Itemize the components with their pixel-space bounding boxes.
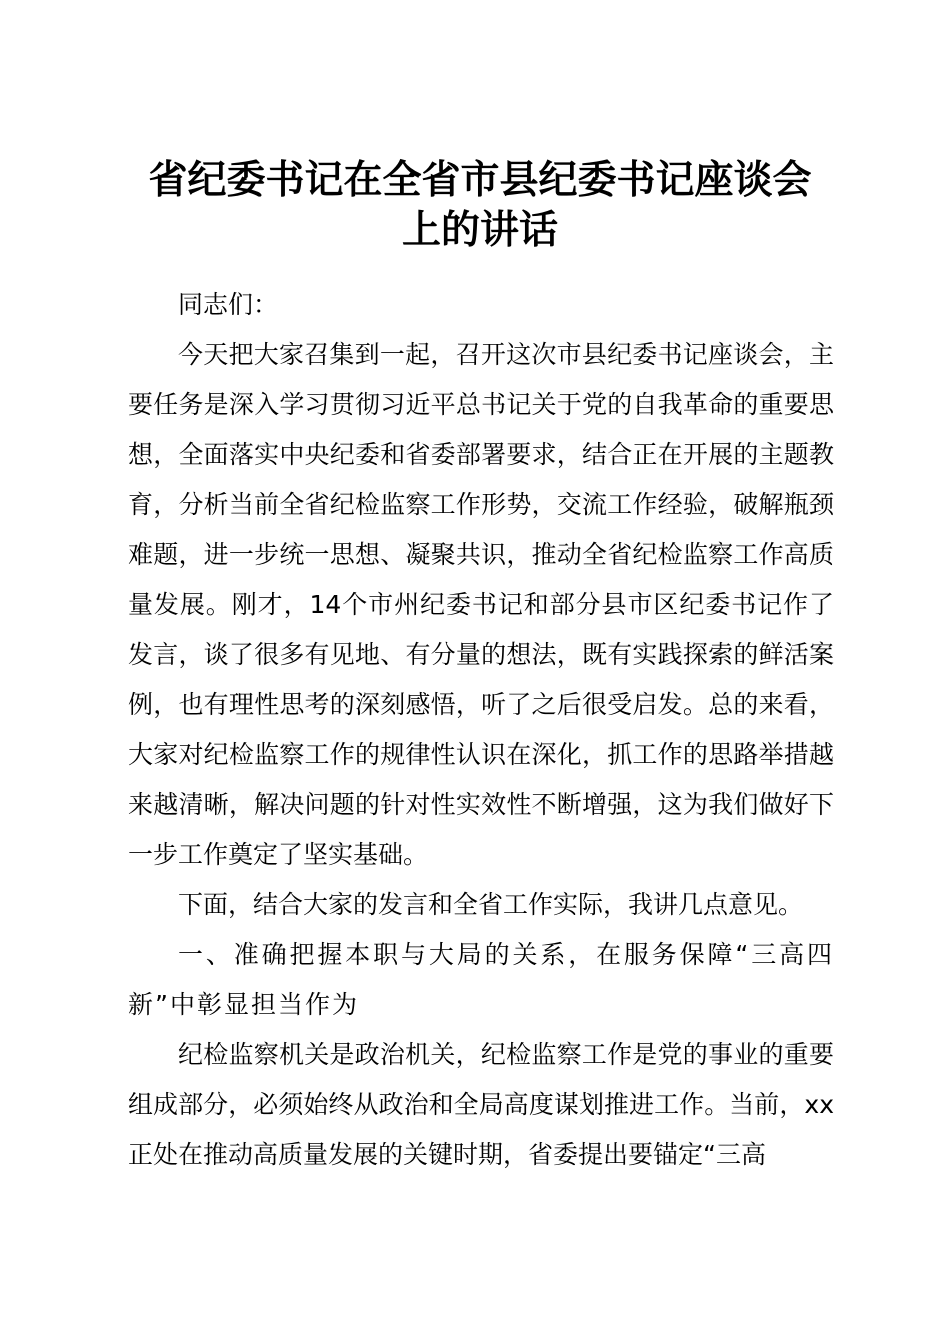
section-heading-1: 一、准确把握本职与大局的关系，在服务保障“三高四新”中彰显担当作为 xyxy=(128,940,834,1019)
title-line-1: 省纪委书记在全省市县纪委书记座谈会 xyxy=(148,158,812,203)
document-body xyxy=(128,280,834,1180)
salutation: 同志们： xyxy=(178,290,279,319)
transition-paragraph: 下面，结合大家的发言和全省工作实际，我讲几点意见。 xyxy=(178,890,804,919)
section-1-paragraph: 纪检监察机关是政治机关，纪检监察工作是党的事业的重要组成部分，必须始终从政治和全局高度谋划推进工作。当前，xx正处在推动高质量发展的关键时期，省委提出要锚定“三高 xyxy=(128,1040,834,1169)
title-line-2: 上的讲话 xyxy=(401,208,558,253)
document-title xyxy=(120,156,840,256)
opening-paragraph: 今天把大家召集到一起，召开这次市县纪委书记座谈会，主要任务是深入学习贯彻习近平总书记关于党的自我革命的重要思想，全面落实中央纪委和省委部署要求，结合正在开展的主题教育，分析当前全省纪检监察工作形势，交流工作经验，破解瓶颈难题，进一步统一思想、凝聚共识，推动全省纪检监察工作高质量发展。刚才，14个市州纪委书记和部分县市区纪委书记作了发言，谈了很多有见地、有分量的想法，既有实践探索的鲜活案例，也有理性思考的深刻感悟，听了之后很受启发。总的来看，大家对纪检监察工作的规律性认识在深化，抓工作的思路举措越来越清晰，解决问题的针对性实效性不断增强，这为我们做好下一步工作奠定了坚实基础。 xyxy=(128,340,834,869)
